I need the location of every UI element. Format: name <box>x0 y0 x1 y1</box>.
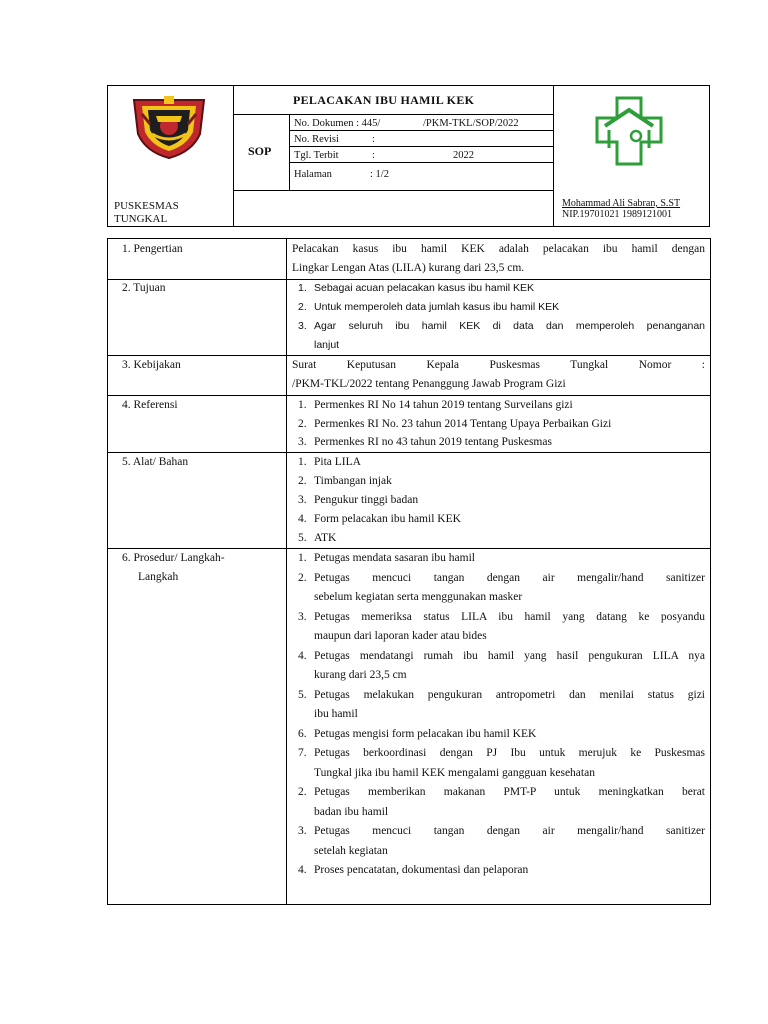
list-item <box>292 453 705 472</box>
org-name-line2: TUNGKAL <box>114 213 168 225</box>
signer-name: Mohammad Ali Sabran, S.ST <box>562 198 681 209</box>
item-number: 1. <box>298 456 307 468</box>
row-label-alat-bahan: 5. Alat/ Bahan <box>122 456 189 468</box>
revision-colon: : <box>372 134 375 145</box>
row-content-alat-bahan <box>292 453 705 548</box>
page-value: : 1/2 <box>370 169 389 180</box>
row-content-prosedur <box>292 549 705 881</box>
list-item <box>292 783 705 822</box>
item-number: 3. <box>298 610 307 623</box>
item-text: Petugas mendata sasaran ibu hamil <box>314 552 475 564</box>
pengertian-line: Pelacakan kasus ibu hamil KEK adalah pelacakan ibu hamil dengan <box>292 243 705 255</box>
list-item <box>292 472 705 491</box>
item-number: 5. <box>298 532 307 544</box>
sop-divider <box>289 114 290 190</box>
list-item <box>292 549 705 569</box>
list-item <box>292 861 705 881</box>
list-item <box>292 686 705 725</box>
item-text: Permenkes RI No. 23 tahun 2014 Tentang Upaya Perbaikan Gizi <box>314 417 612 430</box>
item-text-continued: ibu hamil <box>314 708 358 720</box>
item-number: 4. <box>298 864 307 876</box>
document-number-label: No. Dokumen : 445/ <box>294 118 381 129</box>
list-item <box>292 608 705 647</box>
item-number: 1. <box>298 399 307 411</box>
date-label: Tgl. Terbit <box>294 150 339 161</box>
item-text: Petugas mencuci tangan dengan air mengalir/hand sanitizer <box>314 825 705 837</box>
item-number: 2. <box>298 301 307 313</box>
document-number-code: /PKM-TKL/SOP/2022 <box>423 118 519 129</box>
list-item <box>292 279 705 298</box>
item-number: 4. <box>298 513 307 525</box>
item-number: 2. <box>298 417 307 430</box>
item-text: Permenkes RI no 43 tahun 2019 tentang Puskesmas <box>314 436 552 448</box>
sop-table <box>107 238 711 905</box>
item-text: ATK <box>314 532 337 544</box>
row-content-referensi <box>292 396 705 452</box>
item-text: Sebagai acuan pelacakan kasus ibu hamil KEK <box>314 282 535 294</box>
item-text: Petugas mencuci tangan dengan air mengalir/hand sanitizer <box>314 571 705 584</box>
list-item <box>292 317 705 355</box>
item-text: Untuk memperoleh data jumlah kasus ibu hamil KEK <box>314 301 560 313</box>
item-text: Petugas mendatangi rumah ibu hamil yang hasil pengukuran LILA nya <box>314 649 705 662</box>
item-text: Petugas melakukan pengukuran antropometri dan menilai status gizi <box>314 688 705 701</box>
row-label-kebijakan: 3. Kebijakan <box>122 359 181 371</box>
list-item <box>292 744 705 783</box>
item-text: Petugas berkoordinasi dengan PJ Ibu untuk merujuk ke Puskesmas <box>314 747 705 759</box>
item-number: 5. <box>298 688 307 701</box>
row-label-tujuan: 2. Tujuan <box>122 282 166 294</box>
row-label-referensi: 4. Referensi <box>122 399 178 411</box>
item-number: 2. <box>298 475 307 487</box>
item-number: 7. <box>298 747 307 759</box>
signer-nip: NIP.19701021 1989121001 <box>562 209 673 220</box>
item-number: 3. <box>298 436 307 448</box>
list-item <box>292 510 705 529</box>
puskesmas-shield-logo <box>130 94 208 160</box>
item-text-continued: sebelum kegiatan serta menggunakan masker <box>314 591 523 603</box>
item-text: Pengukur tinggi badan <box>314 494 419 506</box>
header-divider-left <box>233 86 234 226</box>
meta-bottom-line <box>233 190 553 191</box>
row-label-prosedur: 6. Prosedur/ Langkah- <box>122 552 225 564</box>
date-value: 2022 <box>453 150 474 161</box>
item-text: Petugas memberikan makanan PMT-P untuk meningkatkan berat <box>314 786 705 798</box>
row-content-tujuan <box>292 279 705 355</box>
item-number: 4. <box>298 649 307 662</box>
list-item <box>292 396 705 415</box>
item-text-continued: lanjut <box>314 339 340 351</box>
item-number: 3. <box>298 494 307 506</box>
item-number: 2. <box>298 786 307 798</box>
table-column-divider <box>286 239 287 904</box>
kebijakan-line: Surat Keputusan Kepala Puskesmas Tungkal Nomor : <box>292 359 705 371</box>
item-number: 1. <box>298 282 307 294</box>
row-content-kebijakan <box>292 356 705 394</box>
title-underline <box>233 114 553 115</box>
item-number: 3. <box>298 320 307 332</box>
list-item <box>292 529 705 548</box>
meta-line-3 <box>289 162 553 163</box>
item-text: Timbangan injak <box>314 475 392 487</box>
header-divider-right <box>553 86 554 226</box>
org-name-line1: PUSKESMAS <box>114 200 179 212</box>
item-text-continued: maupun dari laporan kader atau bides <box>314 630 487 642</box>
item-text: Petugas memeriksa status LILA ibu hamil yang datang ke posyandu <box>314 610 705 623</box>
item-text: Agar seluruh ibu hamil KEK di data dan memperoleh penanganan <box>314 320 705 332</box>
list-item <box>292 491 705 510</box>
list-item <box>292 415 705 434</box>
list-item <box>292 647 705 686</box>
row-label-pengertian: 1. Pengertian <box>122 243 183 255</box>
item-text-continued: badan ibu hamil <box>314 805 389 818</box>
list-item <box>292 725 705 745</box>
item-text-continued: setelah kegiatan <box>314 844 388 857</box>
document-header <box>107 85 710 227</box>
sop-label: SOP <box>248 144 272 158</box>
item-text-continued: Tungkal jika ibu hamil KEK mengalami gangguan kesehatan <box>314 766 595 779</box>
document-title: PELACAKAN IBU HAMIL KEK <box>293 93 475 107</box>
page-label: Halaman <box>294 169 332 180</box>
item-text: Permenkes RI No 14 tahun 2019 tentang Surveilans gizi <box>314 399 573 411</box>
pengertian-line: Lingkar Lengan Atas (LILA) kurang dari 23,5 cm. <box>292 262 525 275</box>
revision-label: No. Revisi <box>294 134 339 145</box>
list-item <box>292 433 705 452</box>
date-colon: : <box>372 150 375 161</box>
puskesmas-cross-logo <box>595 96 663 166</box>
item-number: 2. <box>298 571 307 584</box>
item-text: Proses pencatatan, dokumentasi dan pelaporan <box>314 864 529 876</box>
item-text-continued: kurang dari 23,5 cm <box>314 669 407 681</box>
item-text: Pita LILA <box>314 456 361 468</box>
list-item <box>292 569 705 608</box>
row-label-prosedur-cont: Langkah <box>138 571 179 583</box>
kebijakan-line: /PKM-TKL/2022 tentang Penanggung Jawab Program Gizi <box>292 378 566 391</box>
item-text: Petugas mengisi form pelacakan ibu hamil KEK <box>314 727 537 740</box>
list-item <box>292 822 705 861</box>
list-item <box>292 298 705 317</box>
meta-line-1 <box>289 130 553 131</box>
item-number: 3. <box>298 825 307 837</box>
row-content-pengertian <box>292 240 705 278</box>
item-text: Form pelacakan ibu hamil KEK <box>314 513 461 525</box>
meta-line-2 <box>289 146 553 147</box>
item-number: 1. <box>298 552 307 564</box>
item-number: 6. <box>298 727 307 740</box>
